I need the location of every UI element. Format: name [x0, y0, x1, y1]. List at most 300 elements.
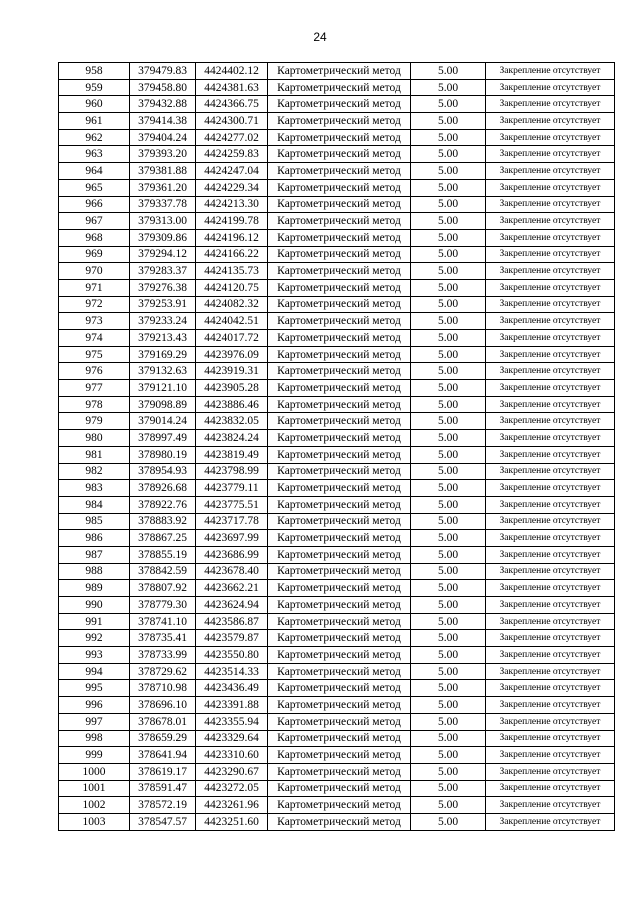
- fixation-status-cell: Закрепление отсутствует: [486, 79, 615, 96]
- method-cell: Картометрический метод: [268, 530, 411, 547]
- fixation-status-cell: Закрепление отсутствует: [486, 113, 615, 130]
- y-coordinate-cell: 4424277.02: [196, 129, 268, 146]
- accuracy-cell: 5.00: [411, 430, 486, 447]
- point-number-cell: 1000: [59, 763, 130, 780]
- accuracy-cell: 5.00: [411, 380, 486, 397]
- y-coordinate-cell: 4423550.80: [196, 647, 268, 664]
- accuracy-cell: 5.00: [411, 463, 486, 480]
- x-coordinate-cell: 378867.25: [130, 530, 196, 547]
- table-row: [59, 663, 615, 680]
- method-cell: Картометрический метод: [268, 430, 411, 447]
- y-coordinate-cell: 4424402.12: [196, 63, 268, 80]
- y-coordinate-cell: 4424199.78: [196, 213, 268, 230]
- x-coordinate-cell: 379313.00: [130, 213, 196, 230]
- fixation-status-cell: Закрепление отсутствует: [486, 546, 615, 563]
- y-coordinate-cell: 4424017.72: [196, 330, 268, 347]
- table-row: [59, 179, 615, 196]
- point-number-cell: 971: [59, 279, 130, 296]
- accuracy-cell: 5.00: [411, 96, 486, 113]
- x-coordinate-cell: 378735.41: [130, 630, 196, 647]
- point-number-cell: 968: [59, 229, 130, 246]
- accuracy-cell: 5.00: [411, 446, 486, 463]
- table-row: [59, 430, 615, 447]
- table-row: [59, 396, 615, 413]
- x-coordinate-cell: 378696.10: [130, 697, 196, 714]
- method-cell: Картометрический метод: [268, 213, 411, 230]
- y-coordinate-cell: 4424082.32: [196, 296, 268, 313]
- fixation-status-cell: Закрепление отсутствует: [486, 63, 615, 80]
- method-cell: Картометрический метод: [268, 797, 411, 814]
- fixation-status-cell: Закрепление отсутствует: [486, 530, 615, 547]
- y-coordinate-cell: 4424366.75: [196, 96, 268, 113]
- x-coordinate-cell: 378547.57: [130, 813, 196, 830]
- method-cell: Картометрический метод: [268, 63, 411, 80]
- x-coordinate-cell: 379404.24: [130, 129, 196, 146]
- fixation-status-cell: Закрепление отсутствует: [486, 413, 615, 430]
- fixation-status-cell: Закрепление отсутствует: [486, 363, 615, 380]
- fixation-status-cell: Закрепление отсутствует: [486, 246, 615, 263]
- x-coordinate-cell: 379253.91: [130, 296, 196, 313]
- x-coordinate-cell: 378779.30: [130, 597, 196, 614]
- table-row: [59, 163, 615, 180]
- method-cell: Картометрический метод: [268, 546, 411, 563]
- accuracy-cell: 5.00: [411, 697, 486, 714]
- y-coordinate-cell: 4423686.99: [196, 546, 268, 563]
- y-coordinate-cell: 4424213.30: [196, 196, 268, 213]
- y-coordinate-cell: 4424042.51: [196, 313, 268, 330]
- table-row: [59, 413, 615, 430]
- accuracy-cell: 5.00: [411, 163, 486, 180]
- x-coordinate-cell: 379098.89: [130, 396, 196, 413]
- accuracy-cell: 5.00: [411, 129, 486, 146]
- accuracy-cell: 5.00: [411, 780, 486, 797]
- point-number-cell: 963: [59, 146, 130, 163]
- point-number-cell: 972: [59, 296, 130, 313]
- fixation-status-cell: Закрепление отсутствует: [486, 647, 615, 664]
- x-coordinate-cell: 379276.38: [130, 279, 196, 296]
- table-row: [59, 330, 615, 347]
- method-cell: Картометрический метод: [268, 396, 411, 413]
- method-cell: Картометрический метод: [268, 179, 411, 196]
- accuracy-cell: 5.00: [411, 363, 486, 380]
- fixation-status-cell: Закрепление отсутствует: [486, 663, 615, 680]
- table-row: [59, 797, 615, 814]
- accuracy-cell: 5.00: [411, 179, 486, 196]
- table-row: [59, 496, 615, 513]
- method-cell: Картометрический метод: [268, 680, 411, 697]
- method-cell: Картометрический метод: [268, 463, 411, 480]
- x-coordinate-cell: 379381.88: [130, 163, 196, 180]
- y-coordinate-cell: 4423717.78: [196, 513, 268, 530]
- point-number-cell: 1002: [59, 797, 130, 814]
- table-row: [59, 697, 615, 714]
- method-cell: Картометрический метод: [268, 263, 411, 280]
- y-coordinate-cell: 4424166.22: [196, 246, 268, 263]
- fixation-status-cell: Закрепление отсутствует: [486, 813, 615, 830]
- table-row: [59, 213, 615, 230]
- table-row: [59, 780, 615, 797]
- fixation-status-cell: Закрепление отсутствует: [486, 730, 615, 747]
- method-cell: Картометрический метод: [268, 630, 411, 647]
- y-coordinate-cell: 4423905.28: [196, 380, 268, 397]
- fixation-status-cell: Закрепление отсутствует: [486, 196, 615, 213]
- y-coordinate-cell: 4423261.96: [196, 797, 268, 814]
- y-coordinate-cell: 4423310.60: [196, 747, 268, 764]
- point-number-cell: 977: [59, 380, 130, 397]
- fixation-status-cell: Закрепление отсутствует: [486, 797, 615, 814]
- x-coordinate-cell: 379361.20: [130, 179, 196, 196]
- point-number-cell: 980: [59, 430, 130, 447]
- table-row: [59, 279, 615, 296]
- coordinates-table: [58, 62, 615, 831]
- y-coordinate-cell: 4424381.63: [196, 79, 268, 96]
- method-cell: Картометрический метод: [268, 380, 411, 397]
- table-row: [59, 580, 615, 597]
- accuracy-cell: 5.00: [411, 530, 486, 547]
- accuracy-cell: 5.00: [411, 330, 486, 347]
- point-number-cell: 985: [59, 513, 130, 530]
- point-number-cell: 992: [59, 630, 130, 647]
- table-row: [59, 480, 615, 497]
- point-number-cell: 962: [59, 129, 130, 146]
- table-row: [59, 196, 615, 213]
- table-row: [59, 296, 615, 313]
- table-row: [59, 713, 615, 730]
- y-coordinate-cell: 4424229.34: [196, 179, 268, 196]
- table-row: [59, 613, 615, 630]
- point-number-cell: 988: [59, 563, 130, 580]
- y-coordinate-cell: 4423697.99: [196, 530, 268, 547]
- x-coordinate-cell: 379337.78: [130, 196, 196, 213]
- x-coordinate-cell: 379458.80: [130, 79, 196, 96]
- fixation-status-cell: Закрепление отсутствует: [486, 346, 615, 363]
- fixation-status-cell: Закрепление отсутствует: [486, 163, 615, 180]
- method-cell: Картометрический метод: [268, 279, 411, 296]
- fixation-status-cell: Закрепление отсутствует: [486, 747, 615, 764]
- fixation-status-cell: Закрепление отсутствует: [486, 229, 615, 246]
- x-coordinate-cell: 379121.10: [130, 380, 196, 397]
- x-coordinate-cell: 379414.38: [130, 113, 196, 130]
- y-coordinate-cell: 4423775.51: [196, 496, 268, 513]
- method-cell: Картометрический метод: [268, 96, 411, 113]
- point-number-cell: 959: [59, 79, 130, 96]
- table-row: [59, 530, 615, 547]
- fixation-status-cell: Закрепление отсутствует: [486, 446, 615, 463]
- x-coordinate-cell: 378980.19: [130, 446, 196, 463]
- method-cell: Картометрический метод: [268, 480, 411, 497]
- point-number-cell: 986: [59, 530, 130, 547]
- y-coordinate-cell: 4423976.09: [196, 346, 268, 363]
- accuracy-cell: 5.00: [411, 546, 486, 563]
- table-row: [59, 63, 615, 80]
- fixation-status-cell: Закрепление отсутствует: [486, 713, 615, 730]
- fixation-status-cell: Закрепление отсутствует: [486, 129, 615, 146]
- method-cell: Картометрический метод: [268, 79, 411, 96]
- point-number-cell: 964: [59, 163, 130, 180]
- y-coordinate-cell: 4423819.49: [196, 446, 268, 463]
- accuracy-cell: 5.00: [411, 246, 486, 263]
- point-number-cell: 978: [59, 396, 130, 413]
- point-number-cell: 993: [59, 647, 130, 664]
- point-number-cell: 958: [59, 63, 130, 80]
- fixation-status-cell: Закрепление отсутствует: [486, 313, 615, 330]
- x-coordinate-cell: 379294.12: [130, 246, 196, 263]
- fixation-status-cell: Закрепление отсутствует: [486, 263, 615, 280]
- method-cell: Картометрический метод: [268, 363, 411, 380]
- fixation-status-cell: Закрепление отсутствует: [486, 580, 615, 597]
- accuracy-cell: 5.00: [411, 647, 486, 664]
- fixation-status-cell: Закрепление отсутствует: [486, 680, 615, 697]
- y-coordinate-cell: 4423391.88: [196, 697, 268, 714]
- x-coordinate-cell: 378729.62: [130, 663, 196, 680]
- x-coordinate-cell: 379393.20: [130, 146, 196, 163]
- point-number-cell: 979: [59, 413, 130, 430]
- x-coordinate-cell: 378926.68: [130, 480, 196, 497]
- table-row: [59, 363, 615, 380]
- fixation-status-cell: Закрепление отсутствует: [486, 780, 615, 797]
- point-number-cell: 967: [59, 213, 130, 230]
- y-coordinate-cell: 4424196.12: [196, 229, 268, 246]
- accuracy-cell: 5.00: [411, 396, 486, 413]
- x-coordinate-cell: 379309.86: [130, 229, 196, 246]
- method-cell: Картометрический метод: [268, 697, 411, 714]
- y-coordinate-cell: 4423586.87: [196, 613, 268, 630]
- accuracy-cell: 5.00: [411, 597, 486, 614]
- method-cell: Картометрический метод: [268, 647, 411, 664]
- fixation-status-cell: Закрепление отсутствует: [486, 279, 615, 296]
- x-coordinate-cell: 378591.47: [130, 780, 196, 797]
- fixation-status-cell: Закрепление отсутствует: [486, 630, 615, 647]
- point-number-cell: 989: [59, 580, 130, 597]
- table-row: [59, 813, 615, 830]
- y-coordinate-cell: 4424247.04: [196, 163, 268, 180]
- method-cell: Картометрический метод: [268, 330, 411, 347]
- accuracy-cell: 5.00: [411, 680, 486, 697]
- method-cell: Картометрический метод: [268, 747, 411, 764]
- accuracy-cell: 5.00: [411, 296, 486, 313]
- table-row: [59, 630, 615, 647]
- method-cell: Картометрический метод: [268, 597, 411, 614]
- table-row: [59, 96, 615, 113]
- x-coordinate-cell: 378710.98: [130, 680, 196, 697]
- table-row: [59, 563, 615, 580]
- table-row: [59, 730, 615, 747]
- table-row: [59, 313, 615, 330]
- accuracy-cell: 5.00: [411, 730, 486, 747]
- accuracy-cell: 5.00: [411, 763, 486, 780]
- y-coordinate-cell: 4423290.67: [196, 763, 268, 780]
- point-number-cell: 996: [59, 697, 130, 714]
- table-row: [59, 647, 615, 664]
- fixation-status-cell: Закрепление отсутствует: [486, 380, 615, 397]
- fixation-status-cell: Закрепление отсутствует: [486, 463, 615, 480]
- method-cell: Картометрический метод: [268, 146, 411, 163]
- x-coordinate-cell: 378678.01: [130, 713, 196, 730]
- point-number-cell: 970: [59, 263, 130, 280]
- y-coordinate-cell: 4423824.24: [196, 430, 268, 447]
- fixation-status-cell: Закрепление отсутствует: [486, 330, 615, 347]
- fixation-status-cell: Закрепление отсутствует: [486, 513, 615, 530]
- x-coordinate-cell: 378572.19: [130, 797, 196, 814]
- y-coordinate-cell: 4423514.33: [196, 663, 268, 680]
- method-cell: Картометрический метод: [268, 129, 411, 146]
- accuracy-cell: 5.00: [411, 563, 486, 580]
- method-cell: Картометрический метод: [268, 563, 411, 580]
- accuracy-cell: 5.00: [411, 196, 486, 213]
- fixation-status-cell: Закрепление отсутствует: [486, 96, 615, 113]
- point-number-cell: 960: [59, 96, 130, 113]
- point-number-cell: 982: [59, 463, 130, 480]
- point-number-cell: 976: [59, 363, 130, 380]
- accuracy-cell: 5.00: [411, 513, 486, 530]
- table-row: [59, 146, 615, 163]
- table-row: [59, 597, 615, 614]
- table-row: [59, 79, 615, 96]
- method-cell: Картометрический метод: [268, 813, 411, 830]
- y-coordinate-cell: 4423919.31: [196, 363, 268, 380]
- x-coordinate-cell: 378922.76: [130, 496, 196, 513]
- method-cell: Картометрический метод: [268, 346, 411, 363]
- method-cell: Картометрический метод: [268, 313, 411, 330]
- table-row: [59, 446, 615, 463]
- point-number-cell: 1003: [59, 813, 130, 830]
- point-number-cell: 975: [59, 346, 130, 363]
- y-coordinate-cell: 4423832.05: [196, 413, 268, 430]
- table-row: [59, 229, 615, 246]
- point-number-cell: 966: [59, 196, 130, 213]
- accuracy-cell: 5.00: [411, 313, 486, 330]
- method-cell: Картометрический метод: [268, 713, 411, 730]
- y-coordinate-cell: 4424135.73: [196, 263, 268, 280]
- x-coordinate-cell: 378807.92: [130, 580, 196, 597]
- table-row: [59, 463, 615, 480]
- point-number-cell: 999: [59, 747, 130, 764]
- fixation-status-cell: Закрепление отсутствует: [486, 613, 615, 630]
- x-coordinate-cell: 378619.17: [130, 763, 196, 780]
- accuracy-cell: 5.00: [411, 713, 486, 730]
- point-number-cell: 984: [59, 496, 130, 513]
- table-row: [59, 129, 615, 146]
- x-coordinate-cell: 378733.99: [130, 647, 196, 664]
- method-cell: Картометрический метод: [268, 663, 411, 680]
- point-number-cell: 974: [59, 330, 130, 347]
- method-cell: Картометрический метод: [268, 730, 411, 747]
- table-row: [59, 113, 615, 130]
- method-cell: Картометрический метод: [268, 780, 411, 797]
- page-number: 24: [313, 30, 327, 44]
- y-coordinate-cell: 4423678.40: [196, 563, 268, 580]
- method-cell: Картометрический метод: [268, 613, 411, 630]
- y-coordinate-cell: 4424259.83: [196, 146, 268, 163]
- x-coordinate-cell: 378997.49: [130, 430, 196, 447]
- table-row: [59, 246, 615, 263]
- accuracy-cell: 5.00: [411, 146, 486, 163]
- method-cell: Картометрический метод: [268, 496, 411, 513]
- y-coordinate-cell: 4424120.75: [196, 279, 268, 296]
- method-cell: Картометрический метод: [268, 113, 411, 130]
- y-coordinate-cell: 4423436.49: [196, 680, 268, 697]
- y-coordinate-cell: 4423886.46: [196, 396, 268, 413]
- point-number-cell: 987: [59, 546, 130, 563]
- fixation-status-cell: Закрепление отсутствует: [486, 496, 615, 513]
- accuracy-cell: 5.00: [411, 797, 486, 814]
- x-coordinate-cell: 378659.29: [130, 730, 196, 747]
- x-coordinate-cell: 379213.43: [130, 330, 196, 347]
- y-coordinate-cell: 4423779.11: [196, 480, 268, 497]
- x-coordinate-cell: 379283.37: [130, 263, 196, 280]
- x-coordinate-cell: 379014.24: [130, 413, 196, 430]
- x-coordinate-cell: 379169.29: [130, 346, 196, 363]
- fixation-status-cell: Закрепление отсутствует: [486, 179, 615, 196]
- point-number-cell: 994: [59, 663, 130, 680]
- table-row: [59, 346, 615, 363]
- table-row: [59, 546, 615, 563]
- point-number-cell: 991: [59, 613, 130, 630]
- accuracy-cell: 5.00: [411, 613, 486, 630]
- accuracy-cell: 5.00: [411, 480, 486, 497]
- x-coordinate-cell: 378855.19: [130, 546, 196, 563]
- point-number-cell: 973: [59, 313, 130, 330]
- x-coordinate-cell: 379132.63: [130, 363, 196, 380]
- accuracy-cell: 5.00: [411, 663, 486, 680]
- point-number-cell: 965: [59, 179, 130, 196]
- point-number-cell: 981: [59, 446, 130, 463]
- x-coordinate-cell: 378641.94: [130, 747, 196, 764]
- method-cell: Картометрический метод: [268, 163, 411, 180]
- method-cell: Картометрический метод: [268, 763, 411, 780]
- fixation-status-cell: Закрепление отсутствует: [486, 296, 615, 313]
- table-row: [59, 513, 615, 530]
- method-cell: Картометрический метод: [268, 446, 411, 463]
- fixation-status-cell: Закрепление отсутствует: [486, 213, 615, 230]
- point-number-cell: 998: [59, 730, 130, 747]
- x-coordinate-cell: 379432.88: [130, 96, 196, 113]
- accuracy-cell: 5.00: [411, 813, 486, 830]
- x-coordinate-cell: 379479.83: [130, 63, 196, 80]
- fixation-status-cell: Закрепление отсутствует: [486, 697, 615, 714]
- accuracy-cell: 5.00: [411, 113, 486, 130]
- accuracy-cell: 5.00: [411, 263, 486, 280]
- y-coordinate-cell: 4423251.60: [196, 813, 268, 830]
- point-number-cell: 997: [59, 713, 130, 730]
- coordinates-table-body: [59, 63, 615, 831]
- table-row: [59, 747, 615, 764]
- table-row: [59, 263, 615, 280]
- accuracy-cell: 5.00: [411, 580, 486, 597]
- method-cell: Картометрический метод: [268, 513, 411, 530]
- y-coordinate-cell: 4424300.71: [196, 113, 268, 130]
- table-row: [59, 380, 615, 397]
- fixation-status-cell: Закрепление отсутствует: [486, 430, 615, 447]
- fixation-status-cell: Закрепление отсутствует: [486, 763, 615, 780]
- table-row: [59, 680, 615, 697]
- method-cell: Картометрический метод: [268, 580, 411, 597]
- y-coordinate-cell: 4423579.87: [196, 630, 268, 647]
- x-coordinate-cell: 378741.10: [130, 613, 196, 630]
- point-number-cell: 983: [59, 480, 130, 497]
- accuracy-cell: 5.00: [411, 63, 486, 80]
- accuracy-cell: 5.00: [411, 279, 486, 296]
- x-coordinate-cell: 378842.59: [130, 563, 196, 580]
- y-coordinate-cell: 4423272.05: [196, 780, 268, 797]
- accuracy-cell: 5.00: [411, 346, 486, 363]
- y-coordinate-cell: 4423355.94: [196, 713, 268, 730]
- x-coordinate-cell: 379233.24: [130, 313, 196, 330]
- method-cell: Картометрический метод: [268, 413, 411, 430]
- x-coordinate-cell: 378883.92: [130, 513, 196, 530]
- accuracy-cell: 5.00: [411, 496, 486, 513]
- fixation-status-cell: Закрепление отсутствует: [486, 480, 615, 497]
